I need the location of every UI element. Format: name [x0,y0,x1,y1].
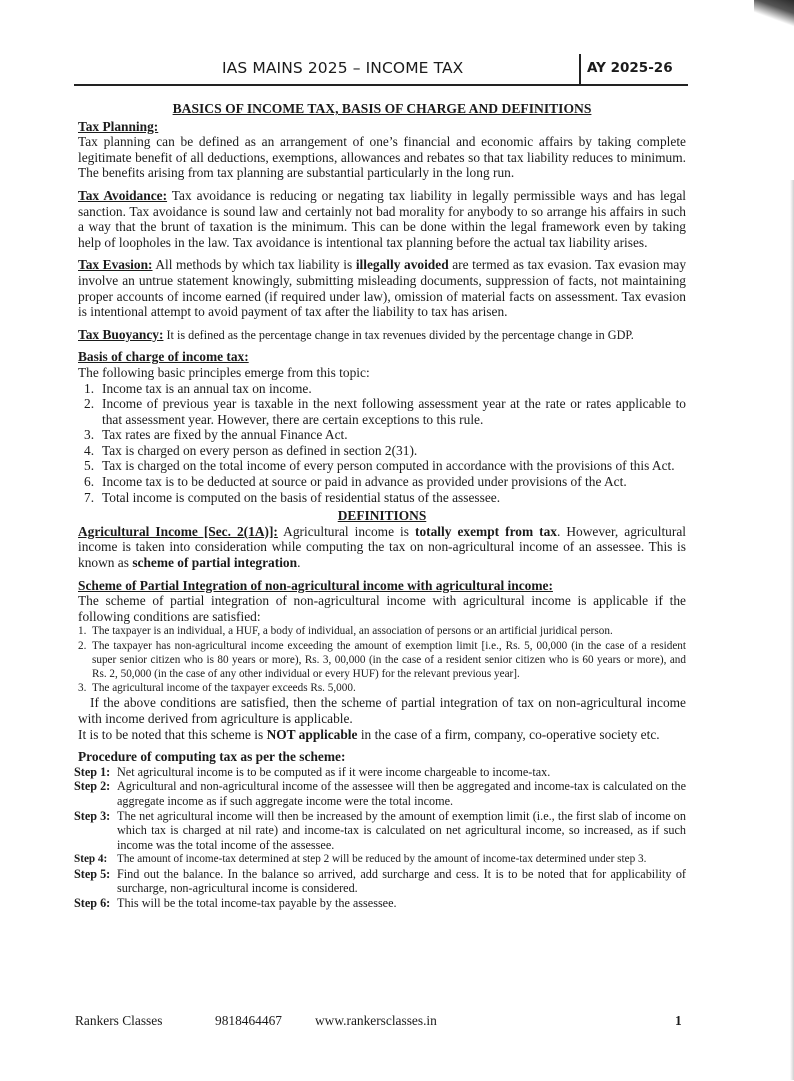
footer-phone: 9818464467 [215,1013,282,1028]
page-header [74,56,688,86]
tax-buoyancy-heading: Tax Buoyancy: [78,326,164,342]
main-heading: BASICS OF INCOME TAX, BASIS OF CHARGE AND DEFINITIONS [172,101,592,116]
tax-avoidance-text: Tax avoidance is reducing or negating tax liability in legally permissible ways and has legal sanction. Tax avoidance is sound law and certainly not bad morality for anybody to so arrange his affairs in such a way that the brunt of taxation is the minimum. This can be done within the legal framework even by taking help of loopholes in the law. Tax avoidance is intentional tax planning before the actual tax liability arises. [78,187,686,250]
agricultural-income-heading: Agricultural Income [Sec. 2(1A)]: [78,523,278,539]
list-item: 7. Total income is computed on the basis of residential status of the assessee. [84,489,501,505]
step-item: Step 4: The amount of income-tax determined at step 2 will be reduced by the amount of income-tax determined under step 3. [74,853,647,866]
conditions-after-text: If the above conditions are satisfied, then the scheme of partial integration of tax on non-agricultural income with income derived from agriculture is applicable. [78,695,686,727]
scan-shadow [754,0,794,30]
tax-evasion-bold: illegally avoided [355,257,449,273]
header-title: IAS MAINS 2025 – INCOME TAX [222,59,464,77]
step-item: Step 2: Agricultural and non-agricultural income of the assessee will then be aggregated and income-tax is calculated on the aggregate income as if such aggregate income were the total income. [74,779,686,808]
not-applicable-bold: NOT applicable [266,726,358,742]
tax-evasion-paragraph [78,257,686,319]
list-item: 3. Tax rates are fixed by the annual Finance Act. [84,427,348,443]
step-item: Step 5: Find out the balance. In the balance so arrived, add surcharge and cess. It is to be noted that for applicability of surcharge, non-agricultural income is considered. [74,866,686,896]
list-item: 2. Income of previous year is taxable in the next following assessment year at the rate or rates applicable to that assessment year. However, there are certain exceptions to this rule. [84,396,686,427]
list-item: 3. The agricultural income of the taxpayer exceeds Rs. 5,000. [78,682,356,695]
page-content [74,101,687,910]
partial-integration-intro: The scheme of partial integration of non-agricultural income with agricultural income is applicable if the following conditions are satisfied: [78,593,686,624]
not-applicable-note: It is to be noted that this scheme is NOT applicable in the case of a firm, company, co-operative society etc. [78,726,660,742]
partial-integration-bold: scheme of partial integration [132,555,298,571]
conditions-list [78,624,686,695]
list-item: 5. Tax is charged on the total income of every person computed in accordance with the provisions of this Act. [84,458,675,474]
tax-evasion-heading: Tax Evasion: [78,257,153,273]
assessment-year: AY 2025-26 [587,60,673,76]
procedure-steps [74,764,686,911]
tax-evasion-text-a: All methods by which tax liability is [152,257,356,273]
tax-planning-text: Tax planning can be defined as an arrangement of one’s financial and economic affairs by taking complete legitimate benefit of all deductions, exemptions, allowances and rebates so that tax liability reduces to minimum. The benefits arising from tax planning are substantial particularly in the long run. [78,134,686,181]
tax-avoidance-heading: Tax Avoidance: [78,187,168,203]
footer-website: www.rankersclasses.in [315,1013,437,1028]
list-item: 1. Income tax is an annual tax on income. [84,380,312,396]
exempt-bold: totally exempt from tax [415,523,557,539]
list-item: 6. Income tax is to be deducted at source or paid in advance as provided under provisions of the Act. [84,474,627,490]
tax-buoyancy-text: It is defined as the percentage change in tax revenues divided by the percentage change in GDP. [163,327,634,342]
step-item: Step 3: The net agricultural income will then be increased by the amount of exemption limit (i.e., the first slab of income on which tax is charged at nil rate) and income-tax is calculated on net agricultural income, so increased, as if such income was the total income of the assessee. [74,808,686,852]
tax-buoyancy-paragraph [78,327,686,343]
definitions-heading: DEFINITIONS [337,508,427,524]
list-item: 1. The taxpayer is an individual, a HUF, a body of individual, an association of persons or an artificial juridical person. [78,625,613,638]
list-item: 4. Tax is charged on every person as defined in section 2(31). [84,442,418,458]
step-item: Step 1: Net agricultural income is to be computed as if it were income chargeable to income-tax. [74,764,551,779]
procedure-heading: Procedure of computing tax as per the scheme: [78,749,346,765]
header-rule [74,84,688,86]
page-number: 1 [675,1013,682,1028]
agricultural-income-paragraph: Agricultural Income [Sec. 2(1A)]: Agricultural income is totally exempt from tax. However, agricultural income is taken into consideration while computing the tax on non-agricultural income of an assessee. This is known as scheme of partial integration. [78,523,686,571]
tax-avoidance-paragraph [78,188,686,250]
basis-of-charge-intro: The following basic principles emerge from this topic: [78,364,370,380]
tax-evasion-text-b: are termed as tax evasion. Tax evasion may involve an untrue statement knowingly, submitting misleading documents, suppression of facts, not maintaining proper accounts of income earned (if required under law), omission of material facts on assessment. Tax evasion is intentional attempt to avoid payment of tax after the liability to tax has arisen. [78,257,687,320]
tax-planning-heading: Tax Planning: [78,118,159,134]
list-item: 2. The taxpayer has non-agricultural income exceeding the amount of exemption limit [i.e., Rs. 5, 00,000 (in the case of a resident super senior citizen who is 80 years or more), Rs. 3, 00,000 (in the case of a resident senior citizen who is 60 years or more), and Rs. 2, 50,000 (in the case of any other individual or every HUF) for the relevant previous year]. [78,639,686,681]
header-divider [579,54,581,84]
step-item: Step 6: This will be the total income-tax payable by the assessee. [74,895,397,910]
basis-of-charge-heading: Basis of charge of income tax: [78,349,249,365]
partial-integration-heading: Scheme of Partial Integration of non-agricultural income with agricultural income: [78,577,553,593]
basis-of-charge-list [78,381,686,506]
footer-org: Rankers Classes [75,1013,163,1028]
scan-edge-shadow [790,180,794,1080]
